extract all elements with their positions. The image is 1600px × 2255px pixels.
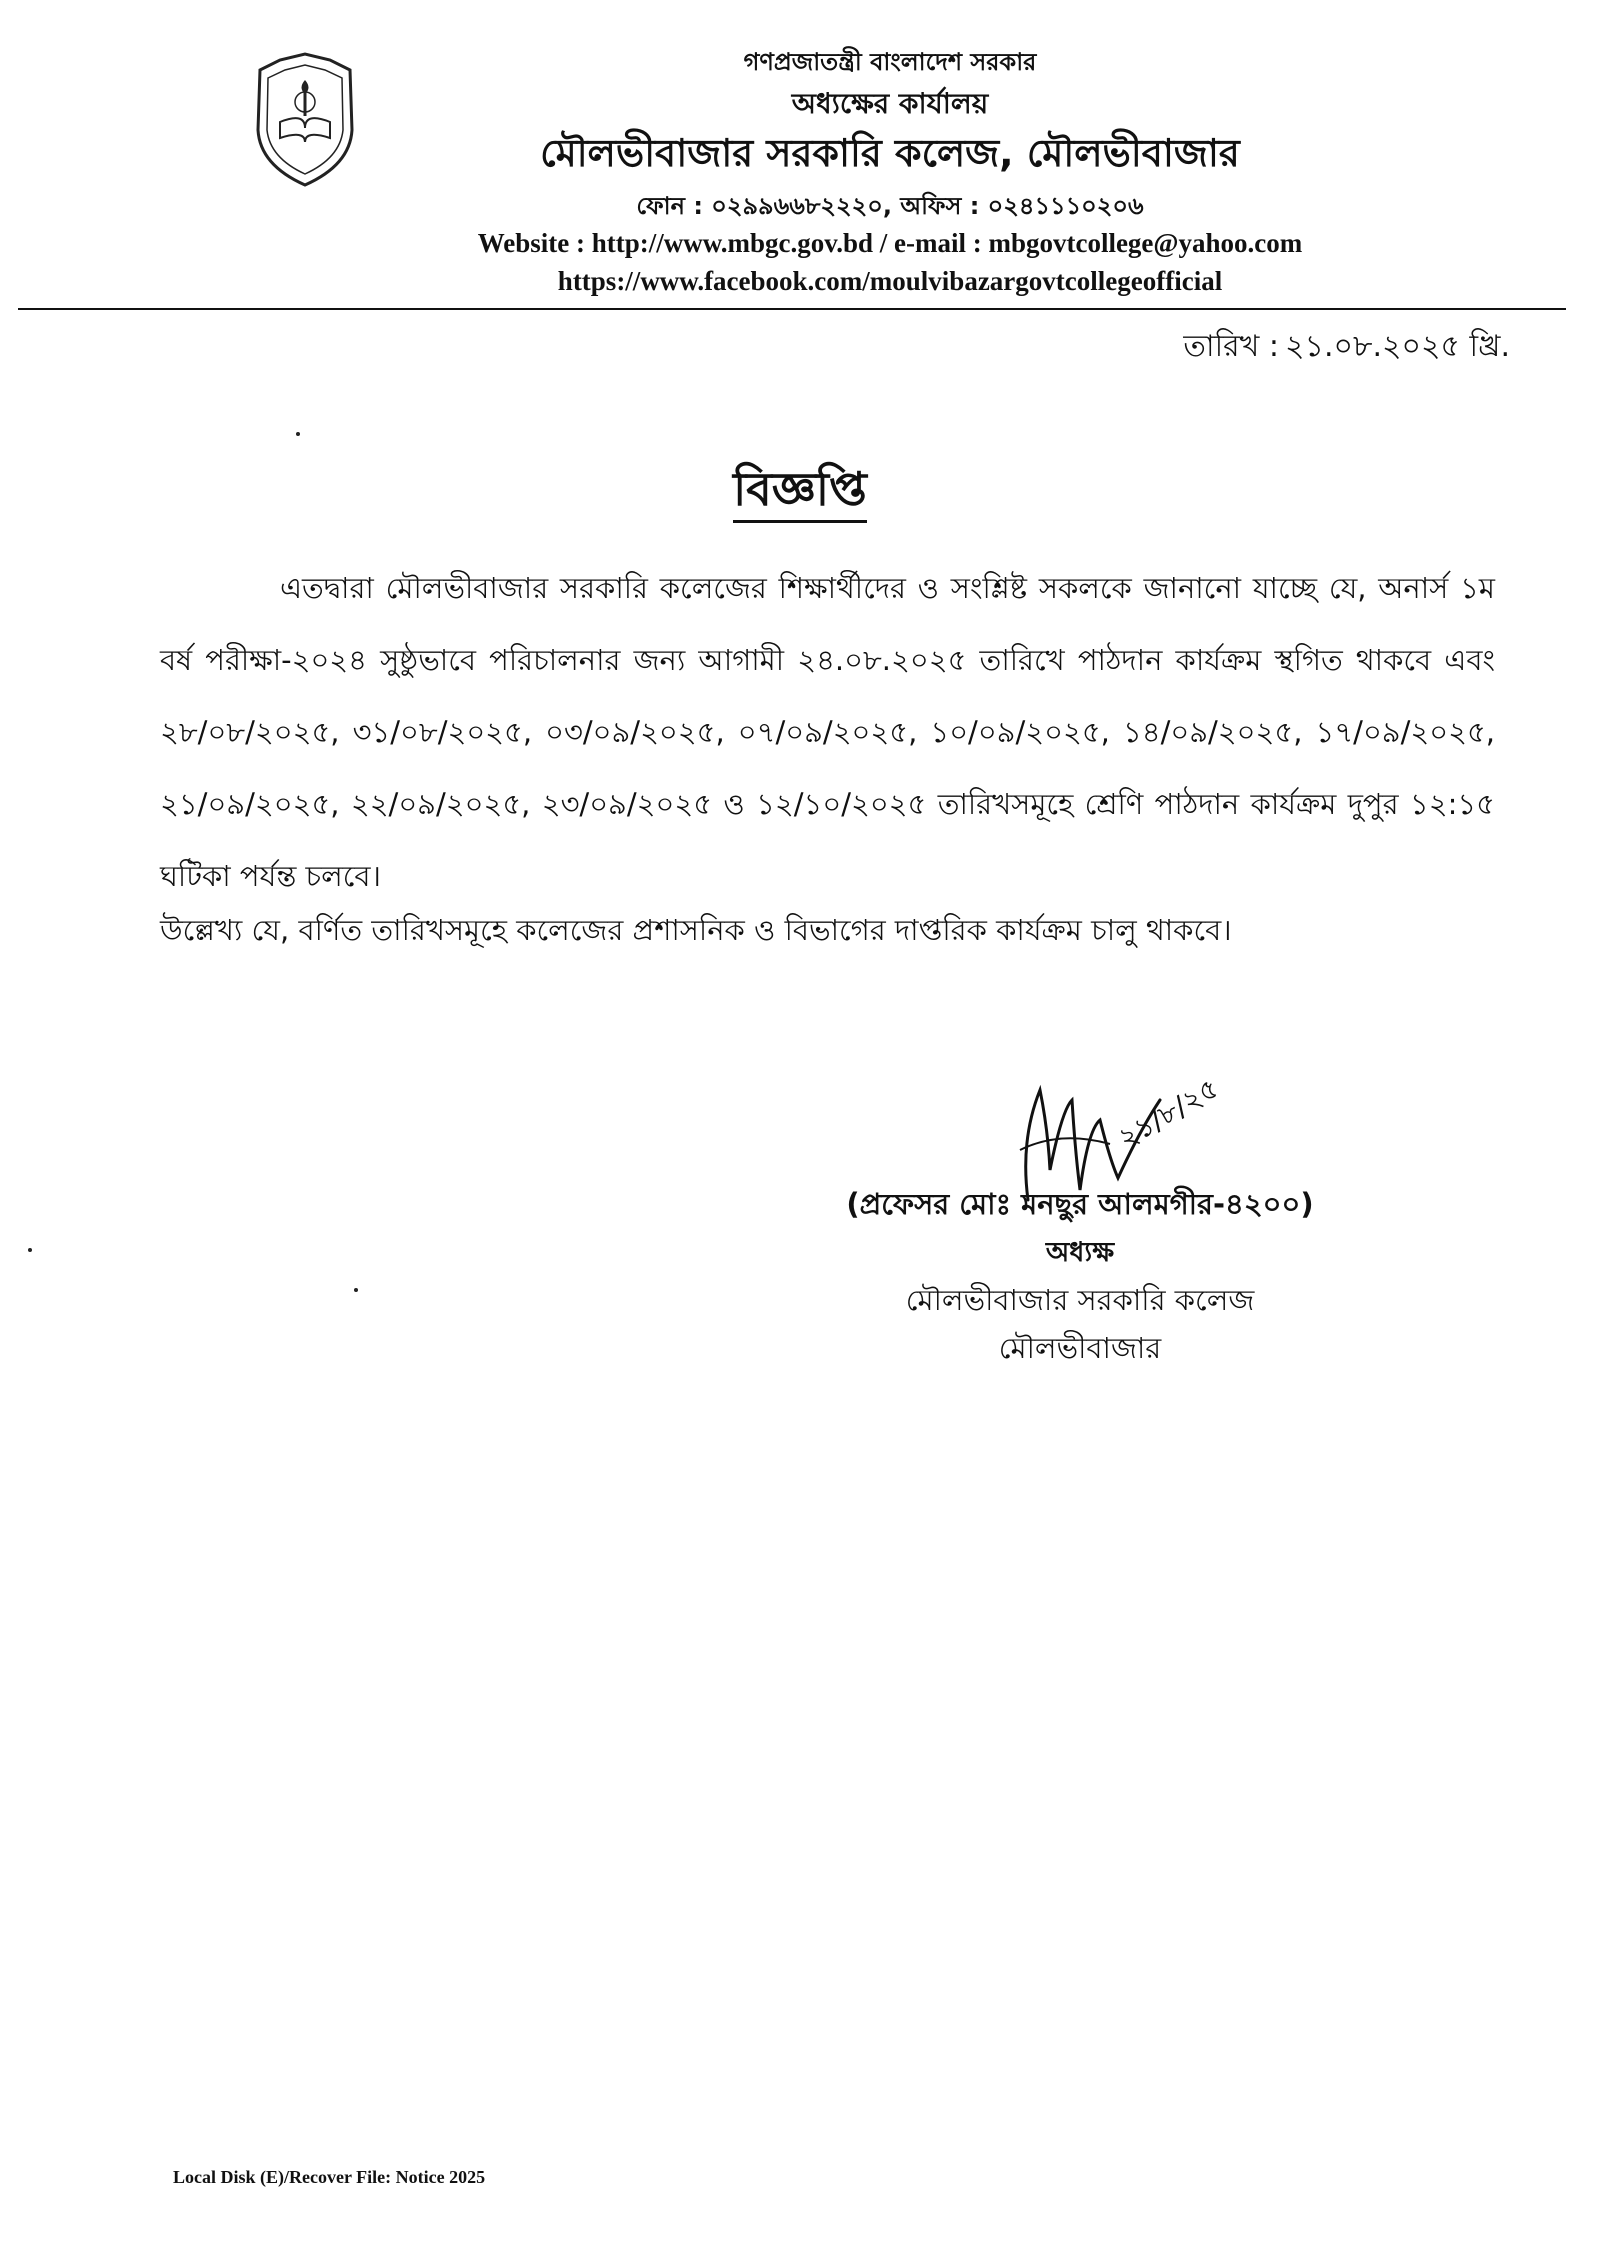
date-value: ২১.০৮.২০২৫ খ্রি. — [1285, 329, 1510, 364]
signatory-title: অধ্যক্ষ — [1045, 1237, 1115, 1268]
notice-title — [0, 455, 1600, 531]
government-name: গণপ্রজাতন্ত্রী বাংলাদেশ সরকার — [743, 48, 1037, 76]
college-seal-icon — [250, 50, 360, 190]
notice-note: উল্লেখ্য যে, বর্ণিত তারিখসমূহে কলেজের প্রশাসনিক ও বিভাগের দাপ্তরিক কার্যক্রম চালু থাকবে। — [160, 913, 1232, 947]
scan-speck — [354, 1288, 358, 1292]
date-line — [1183, 322, 1510, 373]
signatory-name: (প্রফেসর মোঃ মনছুর আলমগীর-৪২০০) — [846, 1187, 1314, 1221]
scan-speck — [28, 1248, 32, 1252]
header-divider — [18, 308, 1566, 310]
office-name: অধ্যক্ষের কার্যালয় — [791, 87, 989, 120]
college-name: মৌলভীবাজার সরকারি কলেজ, মৌলভীবাজার — [540, 131, 1240, 175]
signature-date: ২১/৮/২৫ — [1112, 1071, 1225, 1155]
website-email: Website : http://www.mbgc.gov.bd / e-mail : mbgovtcollege@yahoo.com — [477, 228, 1303, 258]
facebook-link: https://www.facebook.com/moulvibazargovtcollegeofficial — [557, 266, 1223, 296]
file-path: Local Disk (E)/Recover File: Notice 2025 — [173, 2167, 486, 2187]
date-label: তারিখ : — [1183, 329, 1280, 364]
notice-title-text: বিজ্ঞপ্তি — [733, 462, 867, 523]
notice-body: এতদ্বারা মৌলভীবাজার সরকারি কলেজের শিক্ষার্থীদের ও সংশ্লিষ্ট সকলকে জানানো যাচ্ছে যে, অনার্স ১ম বর্ষ পরীক্ষা-২০২৪ সুষ্ঠুভাবে পরিচালনার জন্য আগামী ২৪.০৮.২০২৫ তারিখে পাঠদান কার্যক্রম স্থগিত থাকবে এবং ২৮/০৮/২০২৫, ৩১/০৮/২০২৫, ০৩/০৯/২০২৫, ০৭/০৯/২০২৫, ১০/০৯/২০২৫, ১৪/০৯/২০২৫, ১৭/০৯/২০২৫, ২১/০৯/২০২৫, ২২/০৯/২০২৫, ২৩/০৯/২০২৫ ও ১২/১০/২০২৫ তারিখসমূহে শ্রেণি পাঠদান কার্যক্রম দুপুর ১২:১৫ ঘটিকা পর্যন্ত চলবে। — [160, 571, 1495, 893]
contact-phone: ফোন : ০২৯৯৬৬৮২২২০, অফিস : ০২৪১১১০২০৬ — [636, 192, 1144, 220]
signatory-college: মৌলভীবাজার সরকারি কলেজ — [905, 1283, 1255, 1317]
signatory-city: মৌলভীবাজার — [998, 1331, 1162, 1365]
scan-speck — [296, 432, 300, 436]
